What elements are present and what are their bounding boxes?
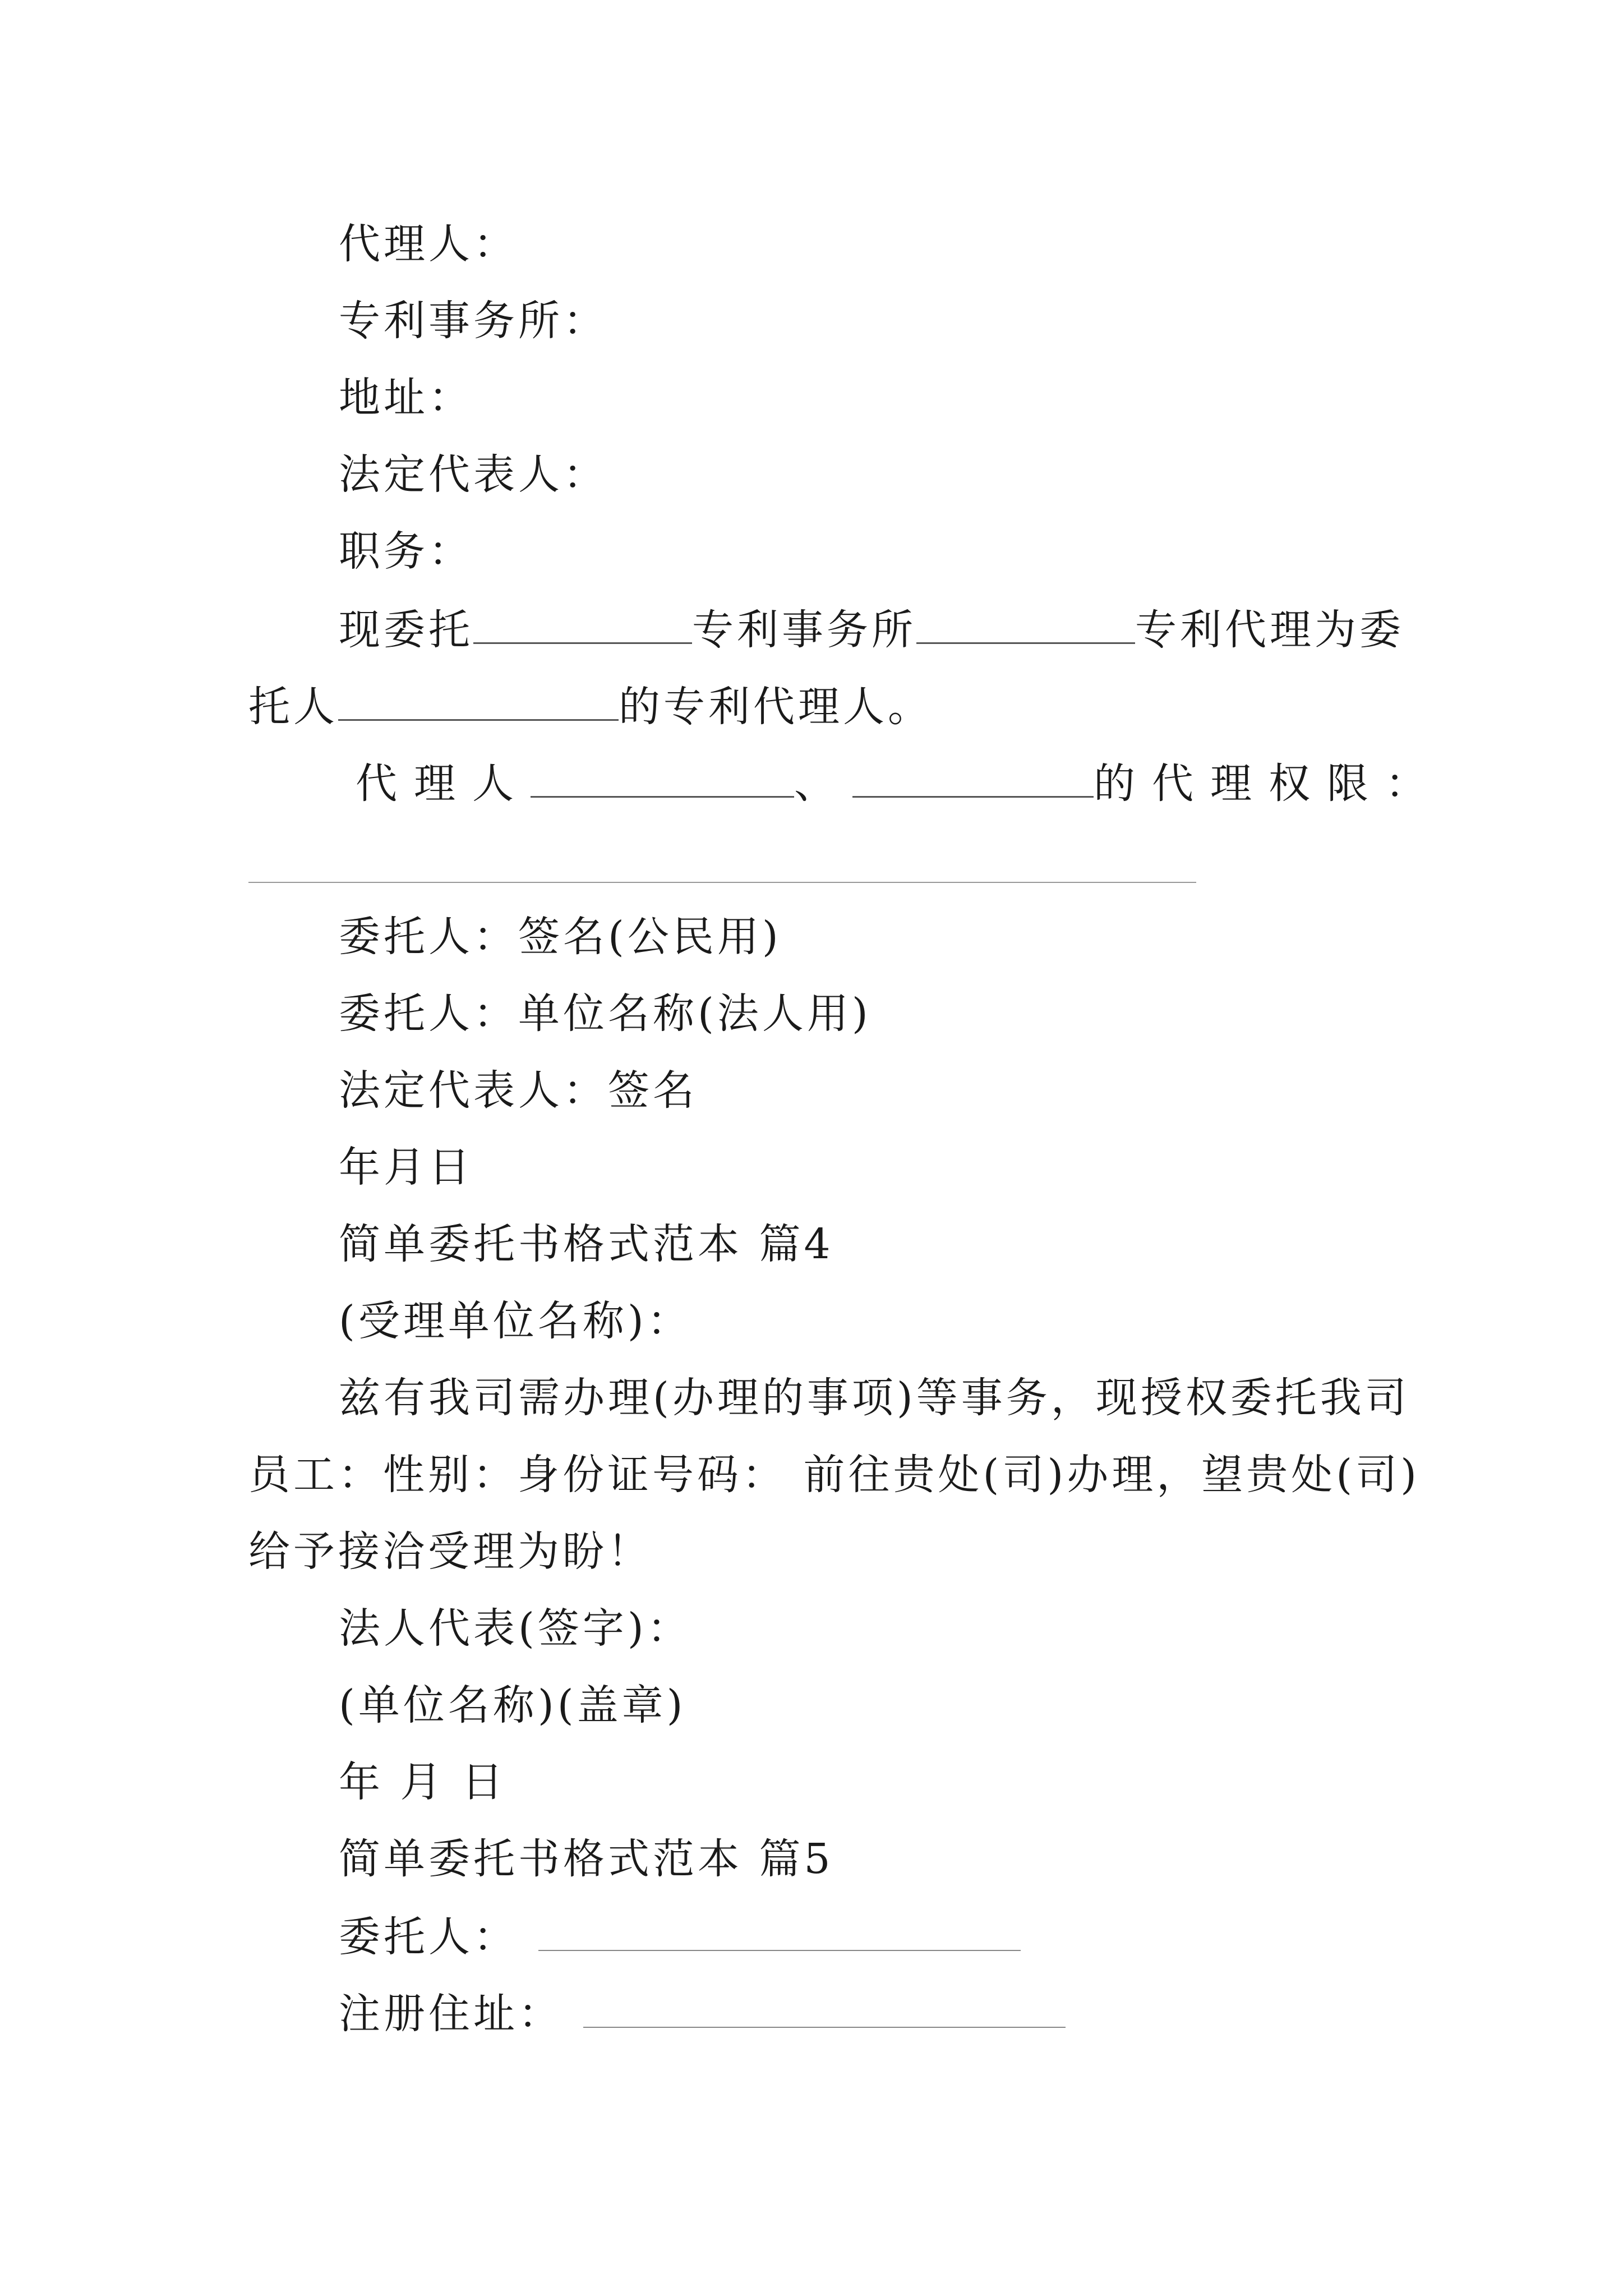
- entrust-line-1: [339, 606, 1404, 654]
- patent-firm-label: 专利事务所：: [339, 297, 608, 345]
- body-line-1: 兹有我司需办理(办理的事项)等事务，现授权委托我司: [339, 1374, 1410, 1422]
- blank-agent-2: [852, 761, 1094, 798]
- section4-title: 简单委托书格式范本 篇4: [339, 1220, 834, 1268]
- blank-agent-1: [531, 761, 794, 798]
- entrust-text-e: 的专利代理人。: [619, 683, 933, 731]
- recipient-label: (受理单位名称)：: [339, 1297, 692, 1345]
- agent-label: 代理人：: [339, 220, 518, 268]
- entrust-text-d: 托人: [248, 683, 338, 731]
- client-label: 委托人：: [339, 1913, 518, 1961]
- scope-text-b: 的代理权限：: [1094, 760, 1444, 808]
- body-line-2: 员工：性别：身份证号码： 前往贵处(司)办理，望贵处(司): [248, 1451, 1420, 1499]
- client-line: [339, 1913, 1021, 1961]
- scope-line: [356, 760, 1444, 808]
- blank-firm: [473, 608, 692, 644]
- entrust-text-a: 现委托: [339, 606, 473, 654]
- blank-client: [338, 684, 619, 721]
- scope-blank-line: [248, 882, 1196, 883]
- unit-seal: (单位名称)(盖章): [339, 1681, 686, 1729]
- date-a: 年月日: [339, 1143, 473, 1191]
- body-line-3: 给予接洽受理为盼！: [248, 1527, 652, 1576]
- entrust-text-b: 专利事务所: [692, 606, 916, 654]
- blank-client-name: [538, 1915, 1021, 1951]
- scope-sep: 、: [794, 760, 852, 808]
- reg-address-label: 注册住址：: [339, 1990, 563, 2038]
- client-unit-corp: 委托人：单位名称(法人用): [339, 990, 872, 1038]
- entrust-line-2: [248, 683, 933, 731]
- section5-title: 简单委托书格式范本 篇5: [339, 1835, 834, 1883]
- position-label: 职务：: [339, 527, 473, 576]
- blank-reg-address: [583, 1992, 1066, 2028]
- scope-text-a: 代理人: [356, 760, 531, 808]
- entrust-text-c: 专利代理为委: [1135, 606, 1404, 654]
- legal-rep-signature: 法人代表(签字)：: [339, 1604, 692, 1653]
- client-sign-citizen: 委托人：签名(公民用): [339, 913, 782, 961]
- legal-rep-sign: 法定代表人：签名: [339, 1066, 698, 1115]
- address-label: 地址：: [339, 374, 473, 422]
- legal-rep-label: 法定代表人：: [339, 450, 608, 499]
- blank-agent: [916, 608, 1135, 644]
- reg-address-line: [339, 1990, 1066, 2038]
- date-b: 年 月 日: [339, 1758, 507, 1806]
